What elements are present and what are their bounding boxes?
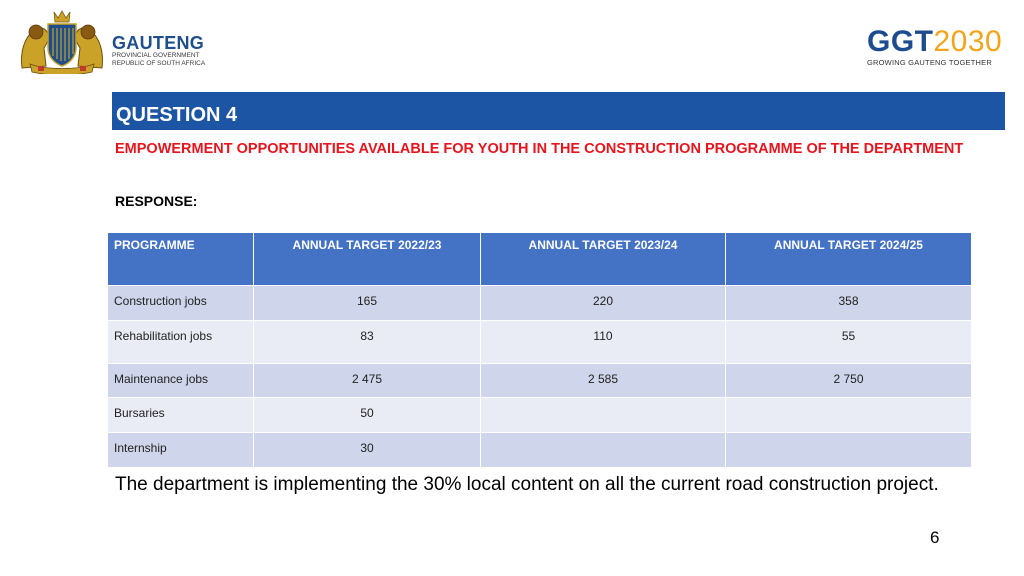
gauteng-subtitle-1: PROVINCIAL GOVERNMENT [112, 52, 200, 59]
table-cell: Rehabilitation jobs [108, 321, 254, 364]
table-cell: 165 [254, 286, 481, 321]
table-cell: 83 [254, 321, 481, 364]
table-cell [481, 433, 726, 468]
table-cell: 55 [726, 321, 972, 364]
table-row [108, 433, 972, 468]
table-cell: 358 [726, 286, 972, 321]
gauteng-wordmark [112, 34, 205, 68]
table-cell: Internship [108, 433, 254, 468]
table-row [108, 286, 972, 321]
table-cell: Construction jobs [108, 286, 254, 321]
ggt-year: 2030 [933, 25, 1003, 58]
gauteng-title: GAUTENG [112, 33, 205, 53]
table-cell: 2 585 [481, 364, 726, 398]
table-cell [481, 398, 726, 433]
table-header-row [108, 233, 972, 286]
page-number: 6 [930, 528, 940, 547]
footnote-text: The department is implementing the 30% local content on all the current road construction project. [115, 474, 939, 495]
table-header-cell: ANNUAL TARGET 2022/23 [254, 233, 481, 286]
table-cell: 110 [481, 321, 726, 364]
question-title-bar [112, 92, 1005, 130]
table-cell: 30 [254, 433, 481, 468]
ggt-text: GGT [867, 25, 934, 58]
table-cell: Bursaries [108, 398, 254, 433]
question-label: QUESTION 4 [116, 104, 238, 126]
ggt2030-wordmark [867, 26, 1002, 58]
question-heading: EMPOWERMENT OPPORTUNITIES AVAILABLE FOR YOUTH IN THE CONSTRUCTION PROGRAMME OF THE DEPARTMENT [115, 141, 964, 157]
gauteng-subtitle-2: REPUBLIC OF SOUTH AFRICA [112, 60, 206, 67]
table-cell: 2 475 [254, 364, 481, 398]
gauteng-logo [16, 8, 216, 74]
table-header-cell: ANNUAL TARGET 2024/25 [726, 233, 972, 286]
table-cell [726, 398, 972, 433]
table-header-cell: PROGRAMME [108, 233, 254, 286]
table-row [108, 321, 972, 364]
targets-table [107, 232, 972, 468]
response-label: RESPONSE: [115, 193, 198, 209]
table-row [108, 364, 972, 398]
table-row [108, 398, 972, 433]
table-cell: 2 750 [726, 364, 972, 398]
ggt-tagline: GROWING GAUTENG TOGETHER [867, 58, 992, 67]
coat-of-arms-icon [16, 8, 108, 74]
table-cell: 220 [481, 286, 726, 321]
table-cell: 50 [254, 398, 481, 433]
ggt2030-logo [867, 26, 1002, 70]
table-cell [726, 433, 972, 468]
table-cell: Maintenance jobs [108, 364, 254, 398]
table-header-cell: ANNUAL TARGET 2023/24 [481, 233, 726, 286]
